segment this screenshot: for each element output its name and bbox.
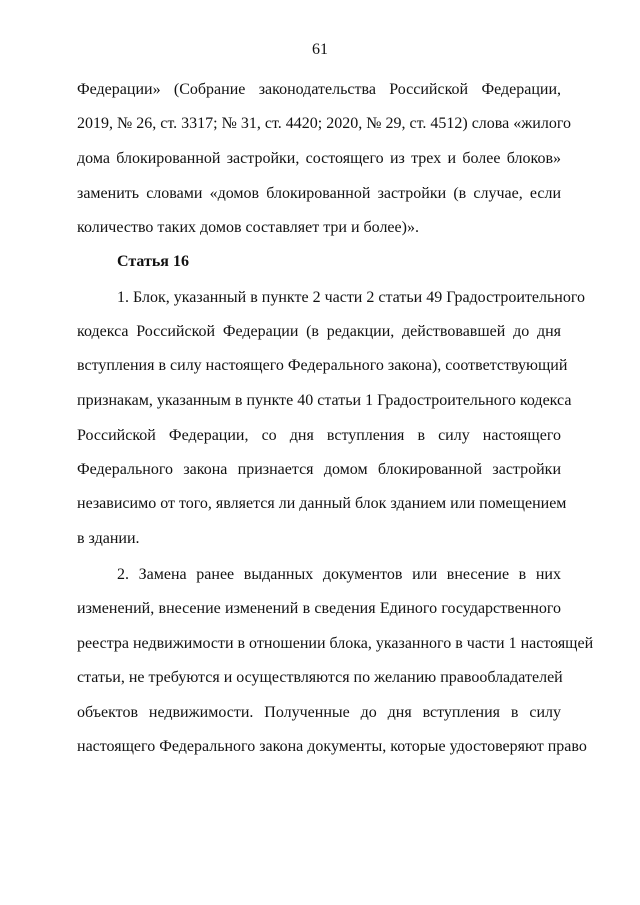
paragraph-line: кодекса Российской Федерации (в редакции, действовавшей до дня [77,323,561,340]
paragraph-line: настоящего Федерального закона документы, которые удостоверяют право [77,738,587,755]
paragraph-line: 2. Замена ранее выданных документов или внесение в них [117,566,561,583]
paragraph-line: Федерального закона признается домом блокированной застройки [77,461,561,478]
paragraph-line: 2019, № 26, ст. 3317; № 31, ст. 4420; 2020, № 29, ст. 4512) слова «жилого [77,115,571,132]
paragraph-line: вступления в силу настоящего Федерального закона), соответствующий [77,357,568,374]
paragraph-line: 1. Блок, указанный в пункте 2 части 2 статьи 49 Градостроительного [117,289,586,306]
page-number: 61 [312,41,328,58]
paragraph-line: в здании. [77,530,140,547]
paragraph-line: независимо от того, является ли данный блок зданием или помещением [77,495,567,512]
paragraph-line: изменений, внесение изменений в сведения Единого государственного [77,600,561,617]
paragraph-line: дома блокированной застройки, состоящего из трех и более блоков» [77,150,561,167]
paragraph-line: признакам, указанным в пункте 40 статьи 1 Градостроительного кодекса [77,392,572,409]
paragraph-line: статьи, не требуются и осуществляются по желанию правообладателей [77,669,563,686]
paragraph-line: количество таких домов составляет три и более)». [77,219,419,236]
paragraph-line: Российской Федерации, со дня вступления в силу настоящего [77,427,561,444]
paragraph-line: объектов недвижимости. Полученные до дня вступления в силу [77,704,561,721]
paragraph-line: Федерации» (Собрание законодательства Российской Федерации, [77,81,561,98]
article-heading: Статья 16 [117,253,189,270]
paragraph-line: заменить словами «домов блокированной застройки (в случае, если [77,185,561,202]
paragraph-line: реестра недвижимости в отношении блока, указанного в части 1 настоящей [77,635,594,652]
